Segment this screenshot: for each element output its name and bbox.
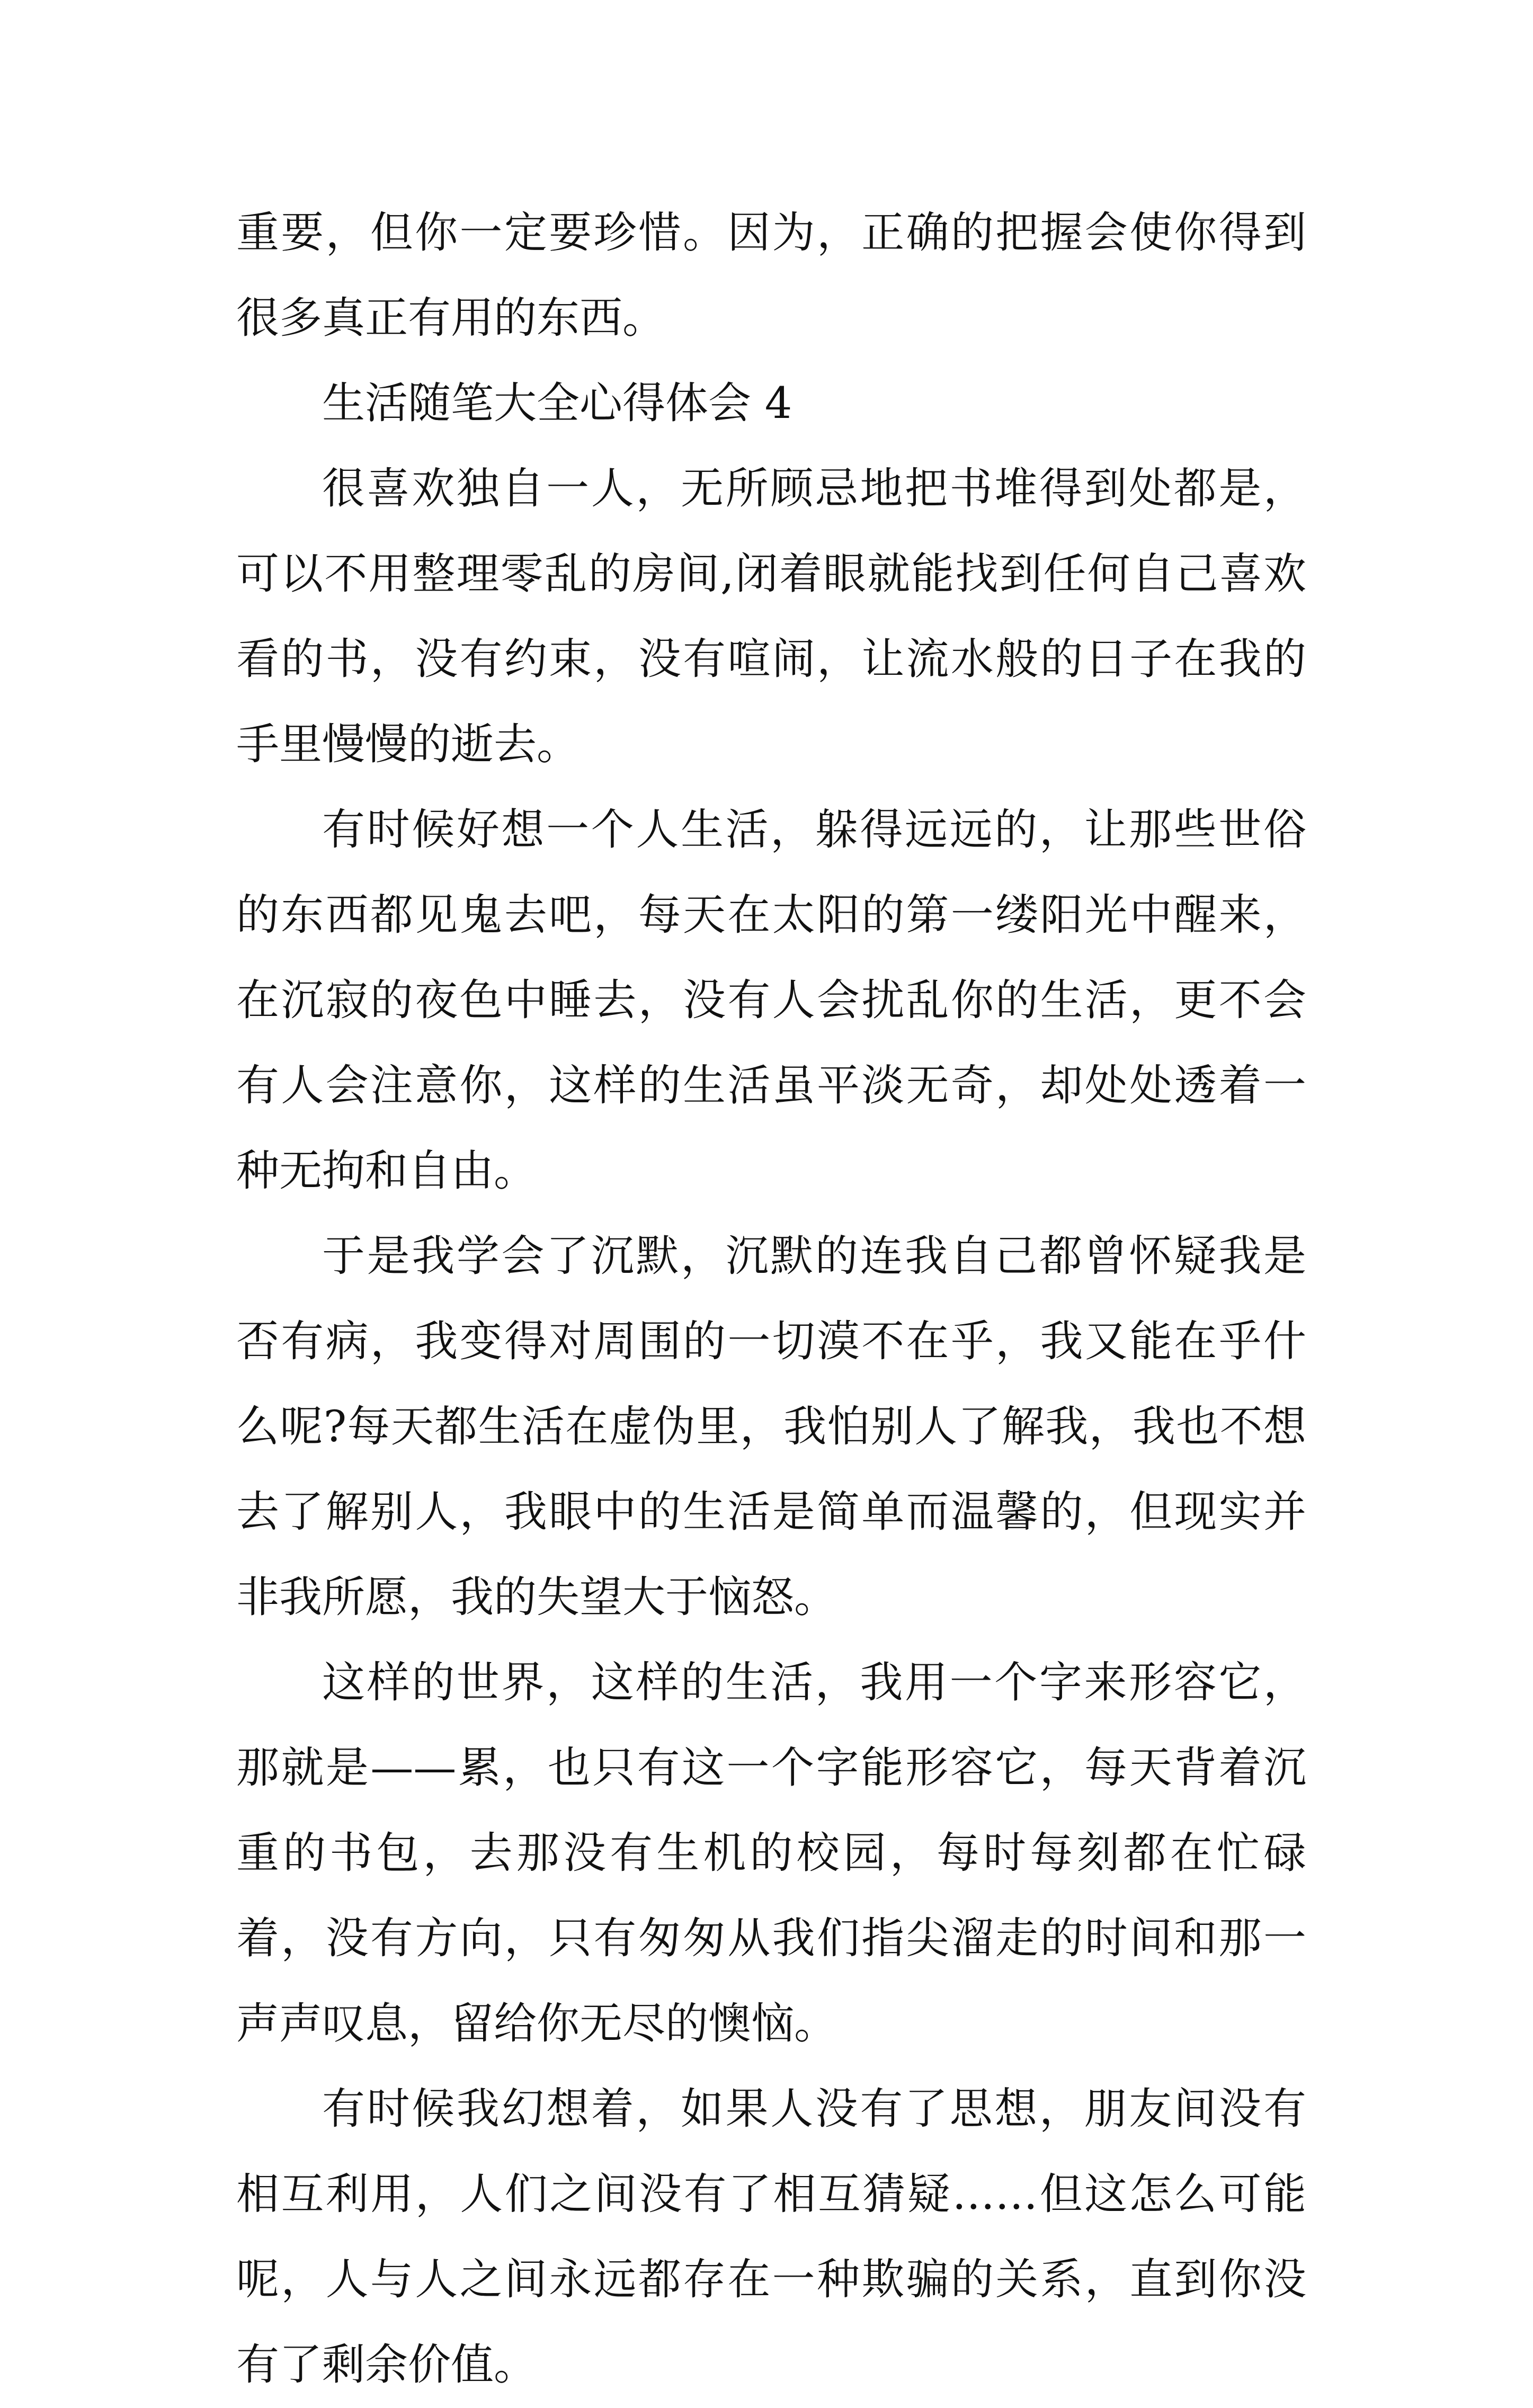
paragraph: 于是我学会了沉默，沉默的连我自己都曾怀疑我是否有病，我变得对周围的一切漠不在乎，我又能在乎什么呢?每天都生活在虚伪里，我怕别人了解我，我也不想去了解别人，我眼中的生活是简单而温馨的，但现实并非我所愿，我的失望大于恼怒。 [236, 1232, 1306, 1622]
paragraph: 很喜欢独自一人，无所顾忌地把书堆得到处都是，可以不用整理零乱的房间,闭着眼就能找到任何自己喜欢看的书，没有约束，没有喧闹，让流水般的日子在我的手里慢慢的逝去。 [236, 464, 1306, 770]
section-heading: 生活随笔大全心得体会 4 [322, 379, 792, 429]
paragraph: 有时候我幻想着，如果人没有了思想，朋友间没有相互利用，人们之间没有了相互猜疑……但这怎么可能呢，人与人之间永远都存在一种欺骗的关系，直到你没有了剩余价值。 [236, 2084, 1306, 2390]
paragraph: 这样的世界，这样的生活，我用一个字来形容它，那就是——累，也只有这一个字能形容它，每天背着沉重的书包，去那没有生机的校园，每时每刻都在忙碌着，没有方向，只有匆匆从我们指尖溜走的时间和那一声声叹息，留给你无尽的懊恼。 [236, 1658, 1306, 2049]
paragraph-continued: 重要，但你一定要珍惜。因为，正确的把握会使你得到很多真正有用的东西。 [236, 208, 1306, 343]
paragraph: 有时候好想一个人生活，躲得远远的，让那些世俗的东西都见鬼去吧，每天在太阳的第一缕阳光中醒来，在沉寂的夜色中睡去，没有人会扰乱你的生活，更不会有人会注意你，这样的生活虽平淡无奇，却处处透着一种无拘和自由。 [236, 805, 1306, 1196]
document-body [236, 191, 1306, 2408]
